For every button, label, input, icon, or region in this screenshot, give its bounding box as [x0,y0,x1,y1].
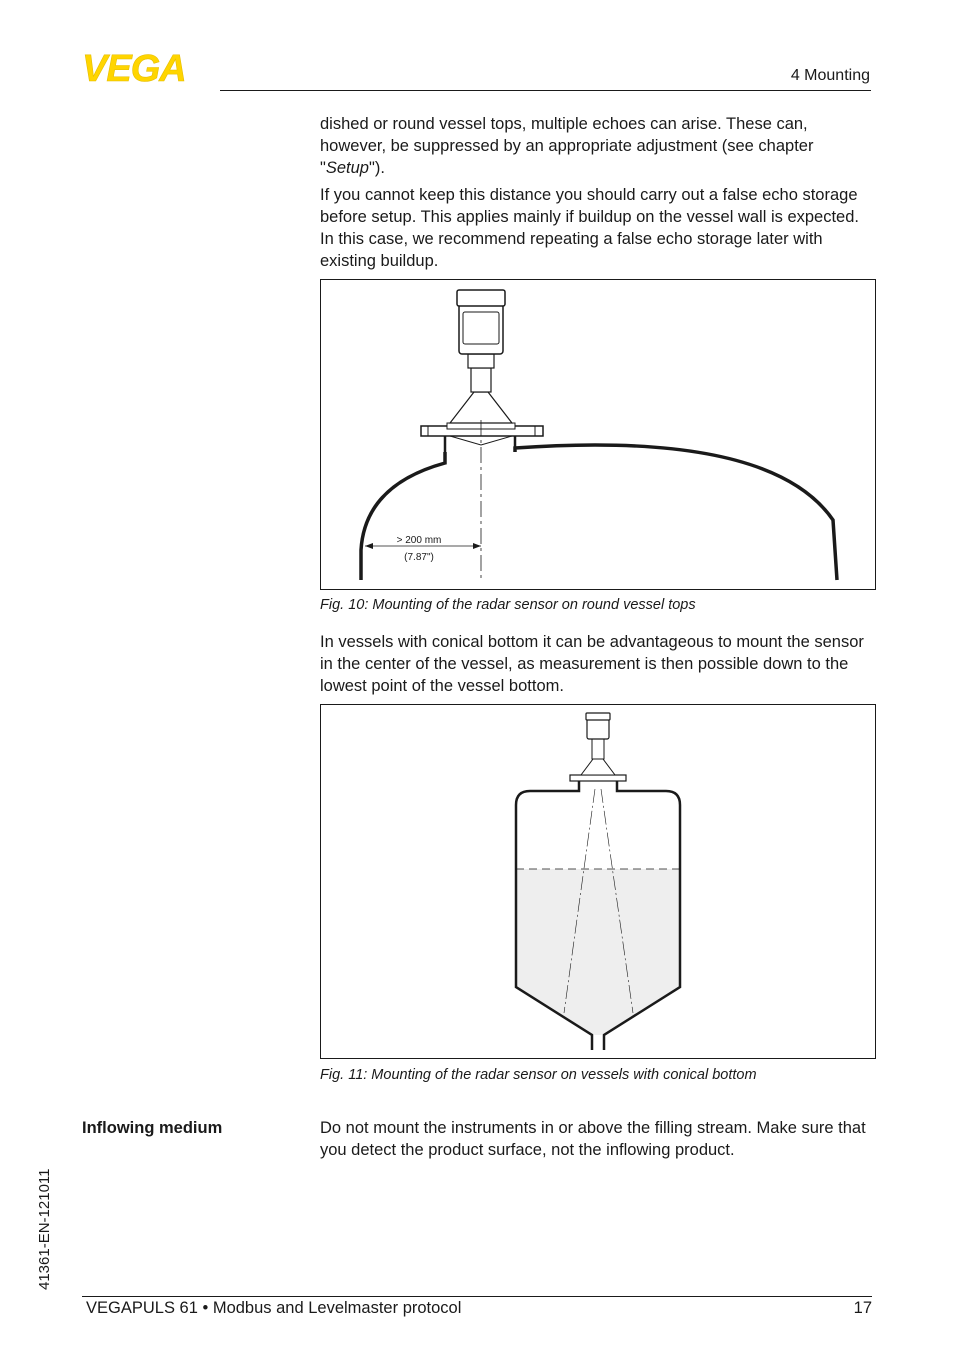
sensor-cap [457,290,505,306]
paragraph-conical-bottom: In vessels with conical bottom it can be advantageous to mount the sensor in the center of the vessel, as measurement is then possible down to the lowest point of the vessel bottom. [320,633,864,695]
figure-11-box [320,704,876,1059]
footer-rule [82,1296,872,1297]
horn-antenna [450,392,512,423]
figure-11-caption: Fig. 11: Mounting of the radar sensor on vessels with conical bottom [320,1067,757,1083]
figure-11-drawing [321,705,875,1058]
footer-title: VEGAPULS 61 • Modbus and Levelmaster protocol [86,1299,462,1317]
liquid-fill [516,869,680,1035]
horn-antenna [581,759,615,775]
logo-text: VEGA [82,50,186,84]
dimension-arrow-left [365,543,373,549]
sensor-cap [586,713,610,720]
vessel-wall-right [515,445,837,580]
sensor-neck [471,368,491,392]
section-label: 4 Mounting [790,67,870,84]
paragraph-false-echo: If you cannot keep this distance you should carry out a false echo storage before setup. This applies mainly if buildup on the vessel wall is expected. In this case, we recommend repeating a false echo storage later with existing buildup. [320,186,859,270]
paragraph-inflowing-medium: Do not mount the instruments in or above the filling stream. Make sure that you detect the product surface, not the inflowing product. [320,1119,866,1159]
side-heading-inflowing-medium: Inflowing medium [82,1119,223,1137]
p1-text-end: "). [368,159,385,177]
paragraph-vessel-tops [320,113,876,179]
sensor-thread [468,354,494,368]
header-rule [220,90,871,91]
figure-10-caption: Fig. 10: Mounting of the radar sensor on round vessel tops [320,597,696,613]
p1-text-start: dished or round vessel tops, multiple echoes can arise. These can, however, be suppressed by an appropriate adjustment (see chapter " [320,115,814,177]
dimension-arrow-right [473,543,481,549]
setup-chapter-reference: Setup [325,159,369,177]
dimension-label-inch: (7.87") [404,552,434,563]
figure-10-drawing [321,280,875,589]
sensor-housing [587,719,609,739]
flange [570,775,626,781]
sensor-neck [592,739,604,759]
figure-10-box [320,279,876,590]
dimension-label-mm: > 200 mm [396,535,442,546]
document-id: 41361-EN-121011 [36,1168,53,1290]
page-number: 17 [853,1299,872,1317]
vega-logo [82,50,212,84]
